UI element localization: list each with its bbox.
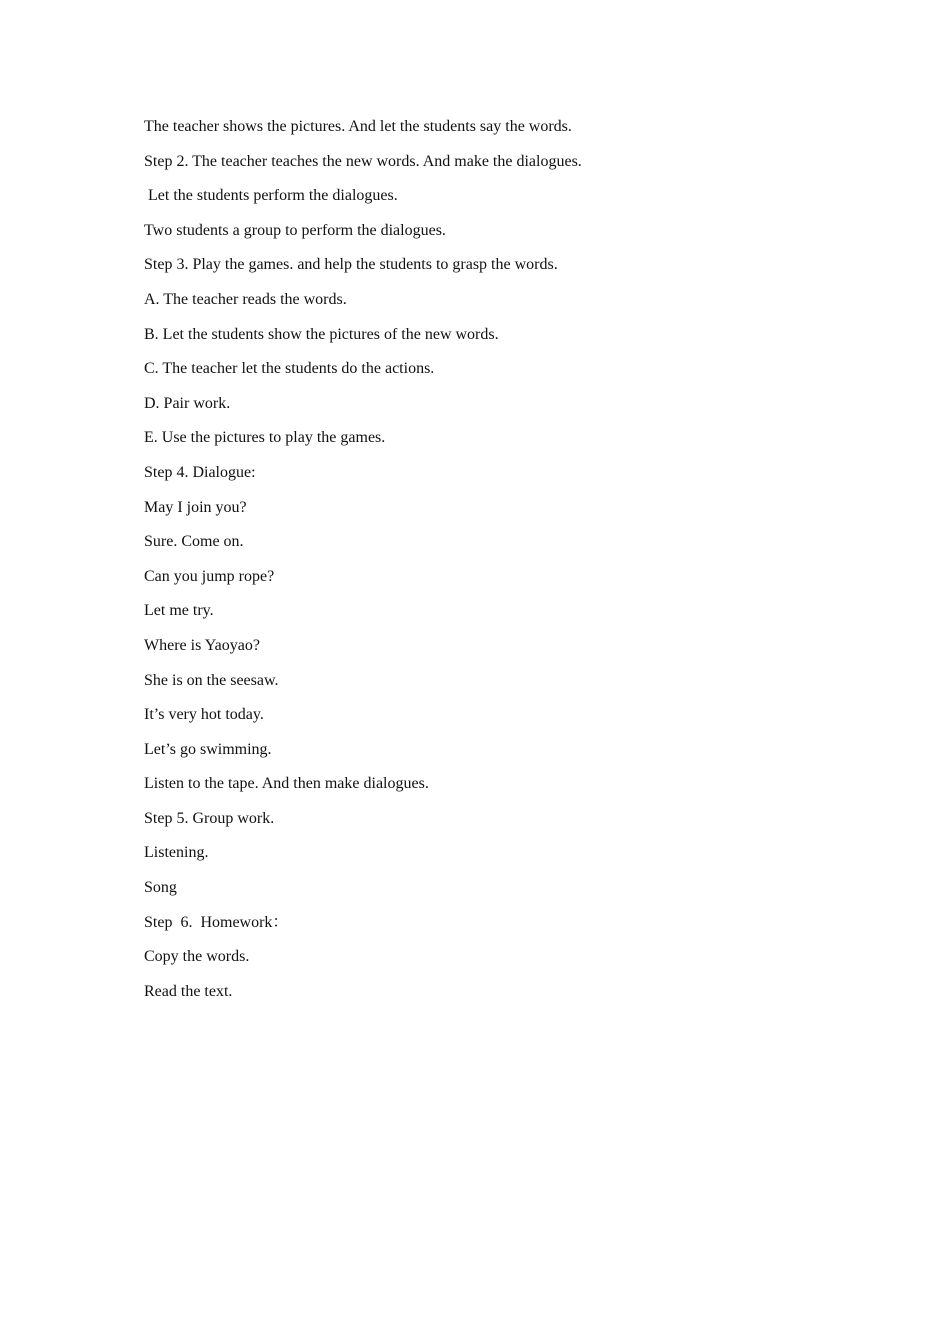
text-line: Can you jump rope? [144,567,275,585]
text-line: E. Use the pictures to play the games. [144,429,386,447]
text-line: Let’s go swimming. [144,740,272,758]
text-line: C. The teacher let the students do the actions. [144,360,435,378]
text-line: Let me try. [144,602,214,620]
text-line: Let the students perform the dialogues. [144,187,398,205]
text-line: B. Let the students show the pictures of the new words. [144,325,499,343]
text-line: Where is Yaoyao? [144,636,260,654]
text-line: Two students a group to perform the dialogues. [144,221,446,239]
text-line: Read the text. [144,982,233,1000]
text-line: Step 3. Play the games. and help the students to grasp the words. [144,256,558,274]
text-line: The teacher shows the pictures. And let the students say the words. [144,118,572,135]
text-line: Step 4. Dialogue: [144,463,256,481]
text-line: Listening. [144,844,209,862]
text-line: Copy the words. [144,948,250,966]
text-line: D. Pair work. [144,394,231,412]
text-line: May I join you? [144,498,247,516]
text-line: Step 6. Homework： [144,913,289,931]
text-line: Song [144,879,177,897]
text-line: Step 5. Group work. [144,809,275,827]
text-line: She is on the seesaw. [144,671,279,689]
text-line: It’s very hot today. [144,706,264,724]
text-line: Listen to the tape. And then make dialogues. [144,775,429,793]
text-line: Step 2. The teacher teaches the new words. And make the dialogues. [144,152,582,170]
text-line: A. The teacher reads the words. [144,290,347,308]
text-line: Sure. Come on. [144,533,244,551]
document-body [144,115,824,1014]
